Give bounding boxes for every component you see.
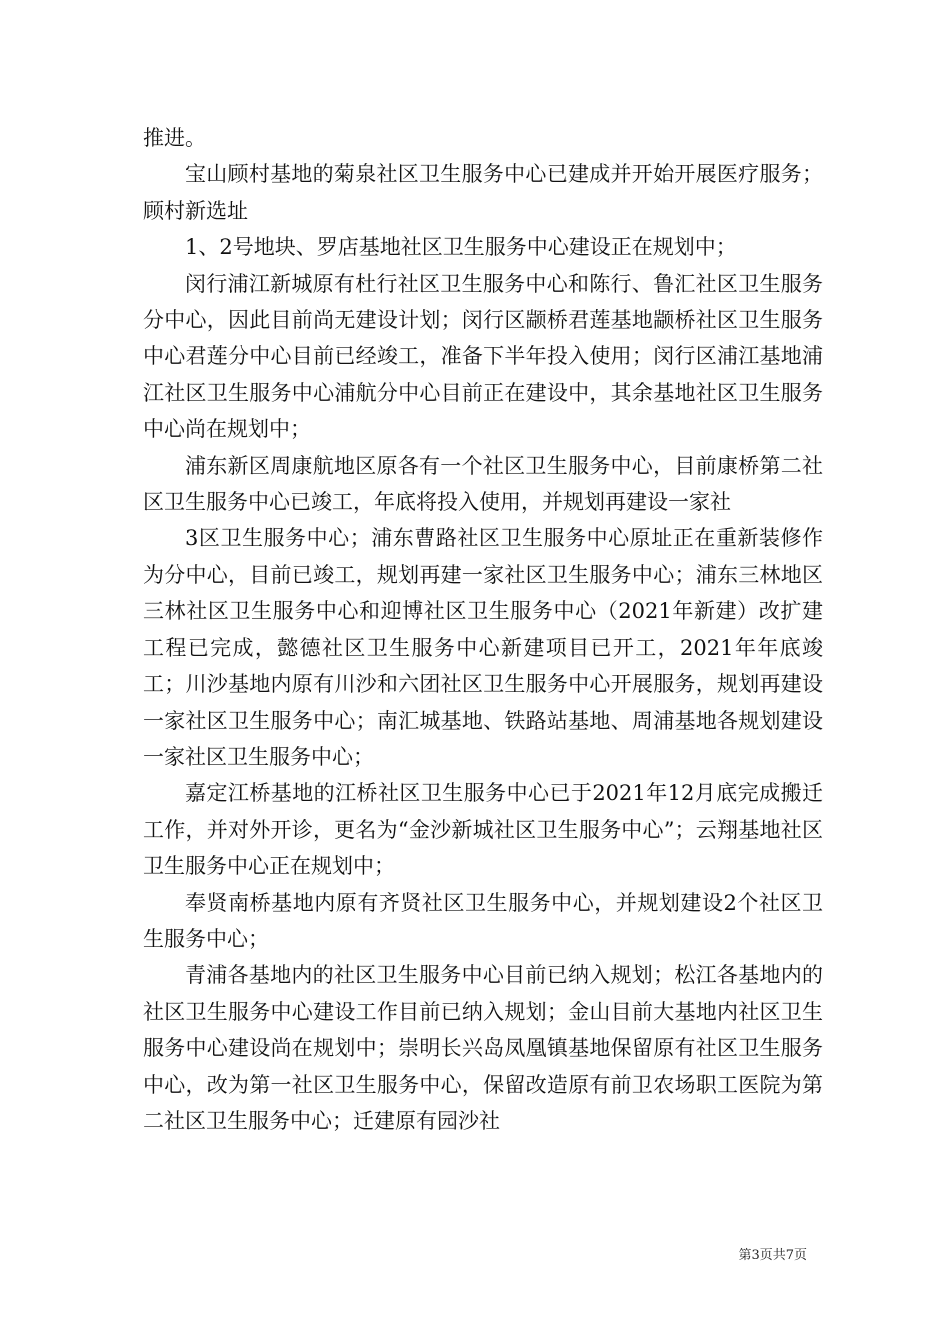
paragraph-fengxian: 奉贤南桥基地内原有齐贤社区卫生服务中心，并规划建设2个社区卫生服务中心； — [143, 890, 823, 951]
paragraph-gucun-plots: 1、2号地块、罗店基地社区卫生服务中心建设正在规划中； — [185, 235, 737, 260]
paragraph-continuation: 推进。 — [143, 126, 206, 150]
page-number: 第3页共7页 — [738, 1248, 807, 1263]
document-body — [143, 120, 823, 1139]
paragraph-qingpu-songjiang: 青浦各基地内的社区卫生服务中心目前已纳入规划；松江各基地内的社区卫生服务中心建设工作目前已纳入规划；金山目前大基地内社区卫生服务中心建设尚在规划中；崇明长兴岛凤凰镇基地保留原有社区卫生服务中心，改为第一社区卫生服务中心，保留改造原有前卫农场职工医院为第二社区卫生服务中心；迁建原有园沙社 — [143, 963, 823, 1133]
paragraph-pudong: 浦东新区周康航地区原各有一个社区卫生服务中心，目前康桥第二社区卫生服务中心已竣工，年底将投入使用，并规划再建设一家社 — [143, 453, 823, 515]
paragraph-minhang: 闵行浦江新城原有杜行社区卫生服务中心和陈行、鲁汇社区卫生服务分中心，因此目前尚无建设计划；闵行区颛桥君莲基地颛桥社区卫生服务中心君莲分中心目前已经竣工，准备下半年投入使用；闵行区浦江基地浦江社区卫生服务中心浦航分中心目前正在建设中，其余基地社区卫生服务中心尚在规划中； — [143, 271, 823, 442]
paragraph-baoshan: 宝山顾村基地的菊泉社区卫生服务中心已建成并开始开展医疗服务；顾村新选址 — [143, 162, 823, 223]
paragraph-pudong-continued: 3区卫生服务中心；浦东曹路社区卫生服务中心原址正在重新装修作为分中心，目前已竣工，规划再建一家社区卫生服务中心；浦东三林地区三林社区卫生服务中心和迎博社区卫生服务中心（2021年新建）改扩建工程已完成，懿德社区卫生服务中心新建项目已开工，2021年年底竣工；川沙基地内原有川沙和六团社区卫生服务中心开展服务，规划再建设一家社区卫生服务中心；南汇城基地、铁路站基地、周浦基地各规划建设一家社区卫生服务中心； — [143, 526, 823, 769]
paragraph-jiading: 嘉定江桥基地的江桥社区卫生服务中心已于2021年12月底完成搬迁工作，并对外开诊，更名为“金沙新城社区卫生服务中心”；云翔基地社区卫生服务中心正在规划中； — [143, 781, 823, 879]
